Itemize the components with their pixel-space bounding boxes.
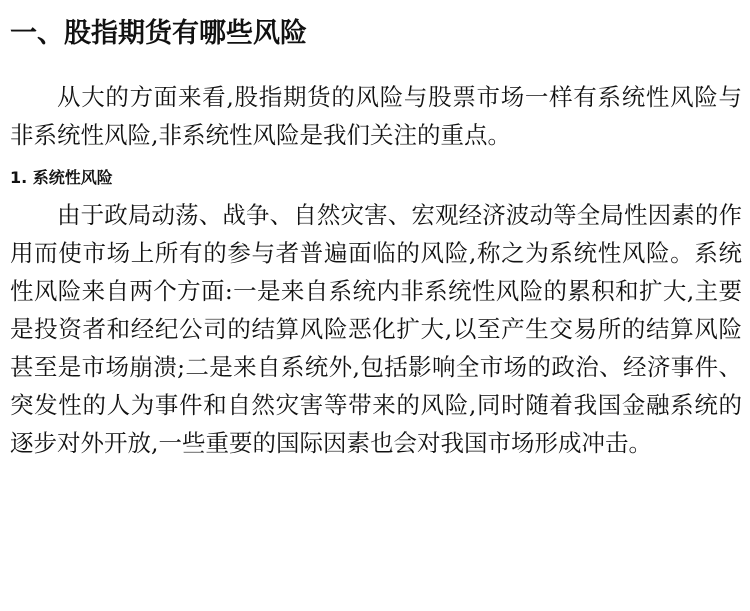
subsection-heading: 1. 系统性风险 bbox=[10, 168, 113, 187]
section-heading: 一、股指期货有哪些风险 bbox=[10, 18, 307, 49]
body-paragraph: 由于政局动荡、战争、自然灾害、宏观经济波动等全局性因素的作用而使市场上所有的参与者普遍面临的风险,称之为系统性风险。系统性风险来自两个方面:一是来自系统内非系统性风险的累积和扩大,主要是投资者和经纪公司的结算风险恶化扩大,以至产生交易所的结算风险甚至是市场崩溃;二是来自系统外,包括影响全市场的政治、经济事件、突发性的人为事件和自然灾害等带来的风险,同时随着我国金融系统的逐步对外开放,一些重要的国际因素也会对我国市场形成冲击。 bbox=[10, 201, 742, 457]
intro-paragraph: 从大的方面来看,股指期货的风险与股票市场一样有系统性风险与非系统性风险,非系统性风险是我们关注的重点。 bbox=[10, 83, 742, 149]
